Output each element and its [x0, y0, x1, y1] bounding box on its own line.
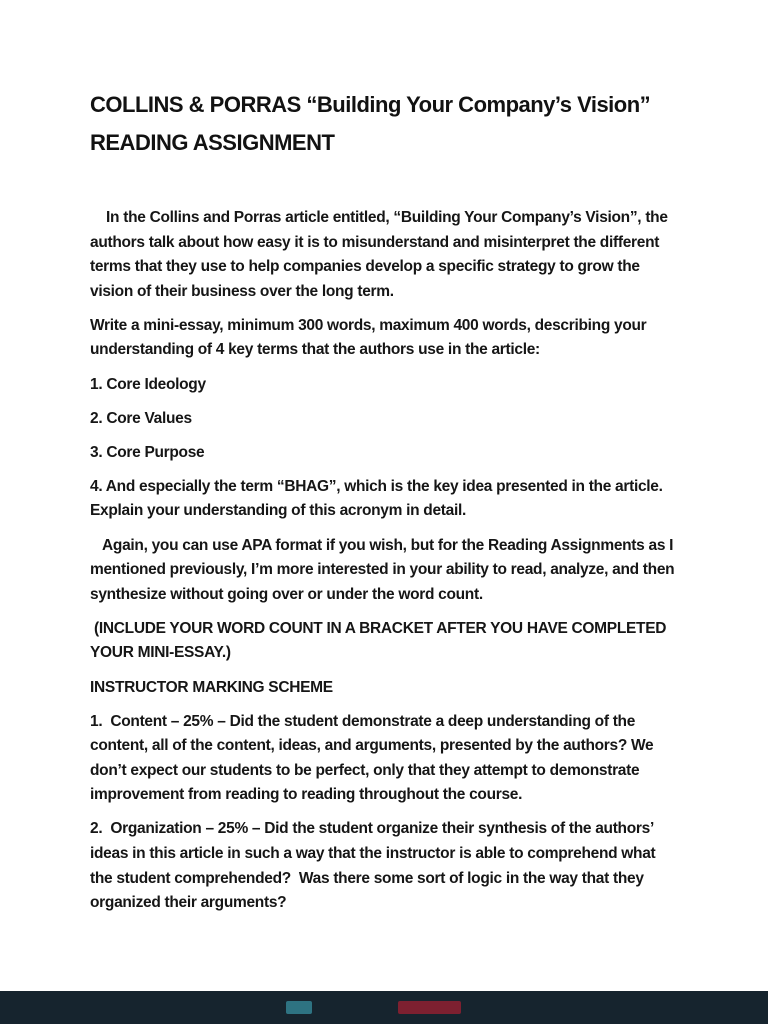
list-item-core-values: 2. Core Values [90, 409, 192, 427]
heading-instructor-marking-scheme: INSTRUCTOR MARKING SCHEME [90, 678, 333, 696]
paragraph-essay-instructions: Write a mini-essay, minimum 300 words, maximum 400 words, describing your understanding of 4 key terms that the authors use in the article: [90, 316, 651, 359]
footer-badge-teal[interactable] [286, 1001, 312, 1014]
page-title [90, 86, 680, 162]
list-item-core-purpose: 3. Core Purpose [90, 443, 205, 461]
page-title-line-1: COLLINS & PORRAS “Building Your Company’s Vision” [90, 92, 651, 117]
page-title-line-2: READING ASSIGNMENT [90, 130, 335, 155]
paragraph-intro: In the Collins and Porras article entitled, “Building Your Company’s Vision”, the authors talk about how easy it is to misunderstand and misinterpret the different terms that they use to help companies develop a specific strategy to grow the vision of their business over the long term. [90, 209, 672, 300]
footer-badge-red[interactable] [398, 1001, 461, 1014]
paragraph-apa-note: Again, you can use APA format if you wish, but for the Reading Assignments as I mentioned previously, I’m more interested in your ability to read, analyze, and then synthesize without going over or under the word count. [90, 536, 679, 603]
paragraph-marking-content: 1. Content – 25% – Did the student demonstrate a deep understanding of the content, all of the content, ideas, and arguments, presented by the authors? We don’t expect our students to be perfect, only that they attempt to demonstrate improvement from reading to reading throughout the course. [90, 712, 658, 804]
viewer-footer-bar [0, 991, 768, 1024]
list-item-bhag: 4. And especially the term “BHAG”, which is the key idea presented in the article. Explain your understanding of this acronym in detail. [90, 477, 667, 520]
paragraph-word-count-note: (INCLUDE YOUR WORD COUNT IN A BRACKET AFTER YOU HAVE COMPLETED YOUR MINI-ESSAY.) [90, 619, 670, 662]
list-item-core-ideology: 1. Core Ideology [90, 375, 206, 393]
paragraph-marking-organization: 2. Organization – 25% – Did the student organize their synthesis of the authors’ ideas in this article in such a way that the instructor is able to comprehend what the student comprehended? Was there some sort of logic in the way that they organized their arguments? [90, 820, 660, 912]
